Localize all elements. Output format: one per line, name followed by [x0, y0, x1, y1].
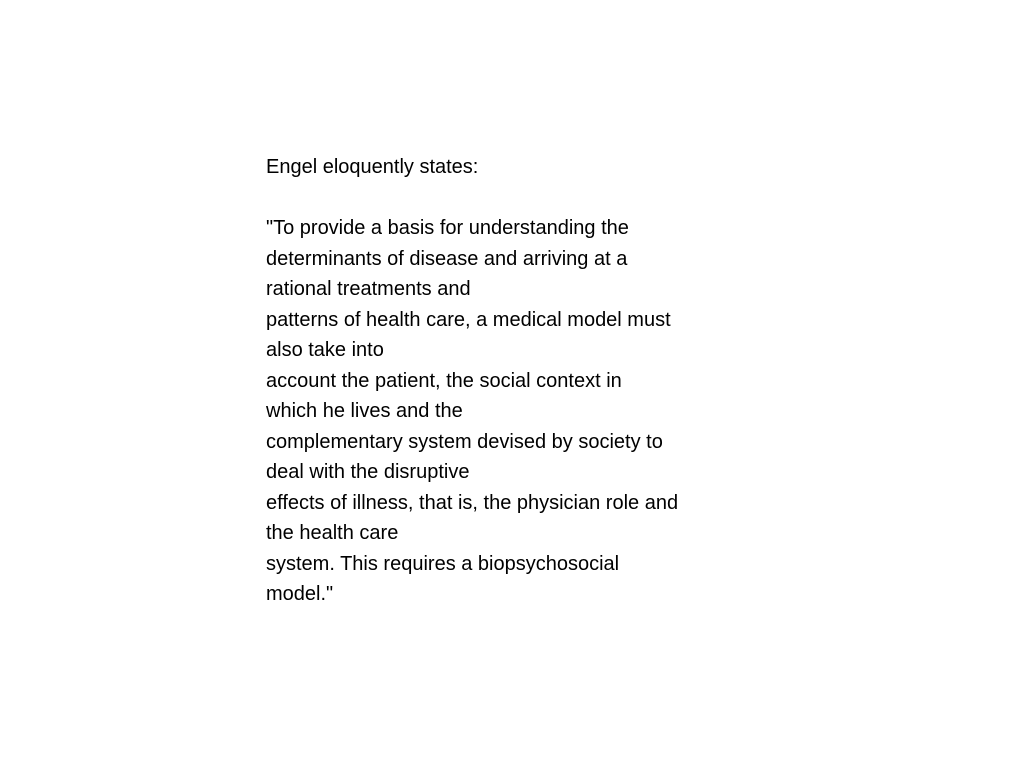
quote-line: system. This requires a biopsychosocial [266, 552, 620, 575]
quote-line: account the patient, the social context in [266, 369, 622, 392]
quote-line: the health care [266, 522, 399, 544]
quote-line: model." [266, 583, 334, 605]
quote-line: complementary system devised by society to [266, 430, 663, 453]
quote-line: effects of illness, that is, the physician role and [266, 491, 679, 514]
quote-line: "To provide a basis for understanding the [266, 217, 629, 239]
blank-line [266, 183, 766, 214]
quote-line: patterns of health care, a medical model must [266, 308, 671, 331]
quote-line: which he lives and the [266, 400, 463, 422]
quote-line: determinants of disease and arriving at a [266, 247, 628, 270]
quote-line: also take into [266, 339, 384, 361]
slide-text-box [266, 152, 766, 610]
intro-text: Engel eloquently states: [266, 156, 479, 178]
quote-line: rational treatments and [266, 278, 471, 300]
quote-line: deal with the disruptive [266, 461, 470, 483]
